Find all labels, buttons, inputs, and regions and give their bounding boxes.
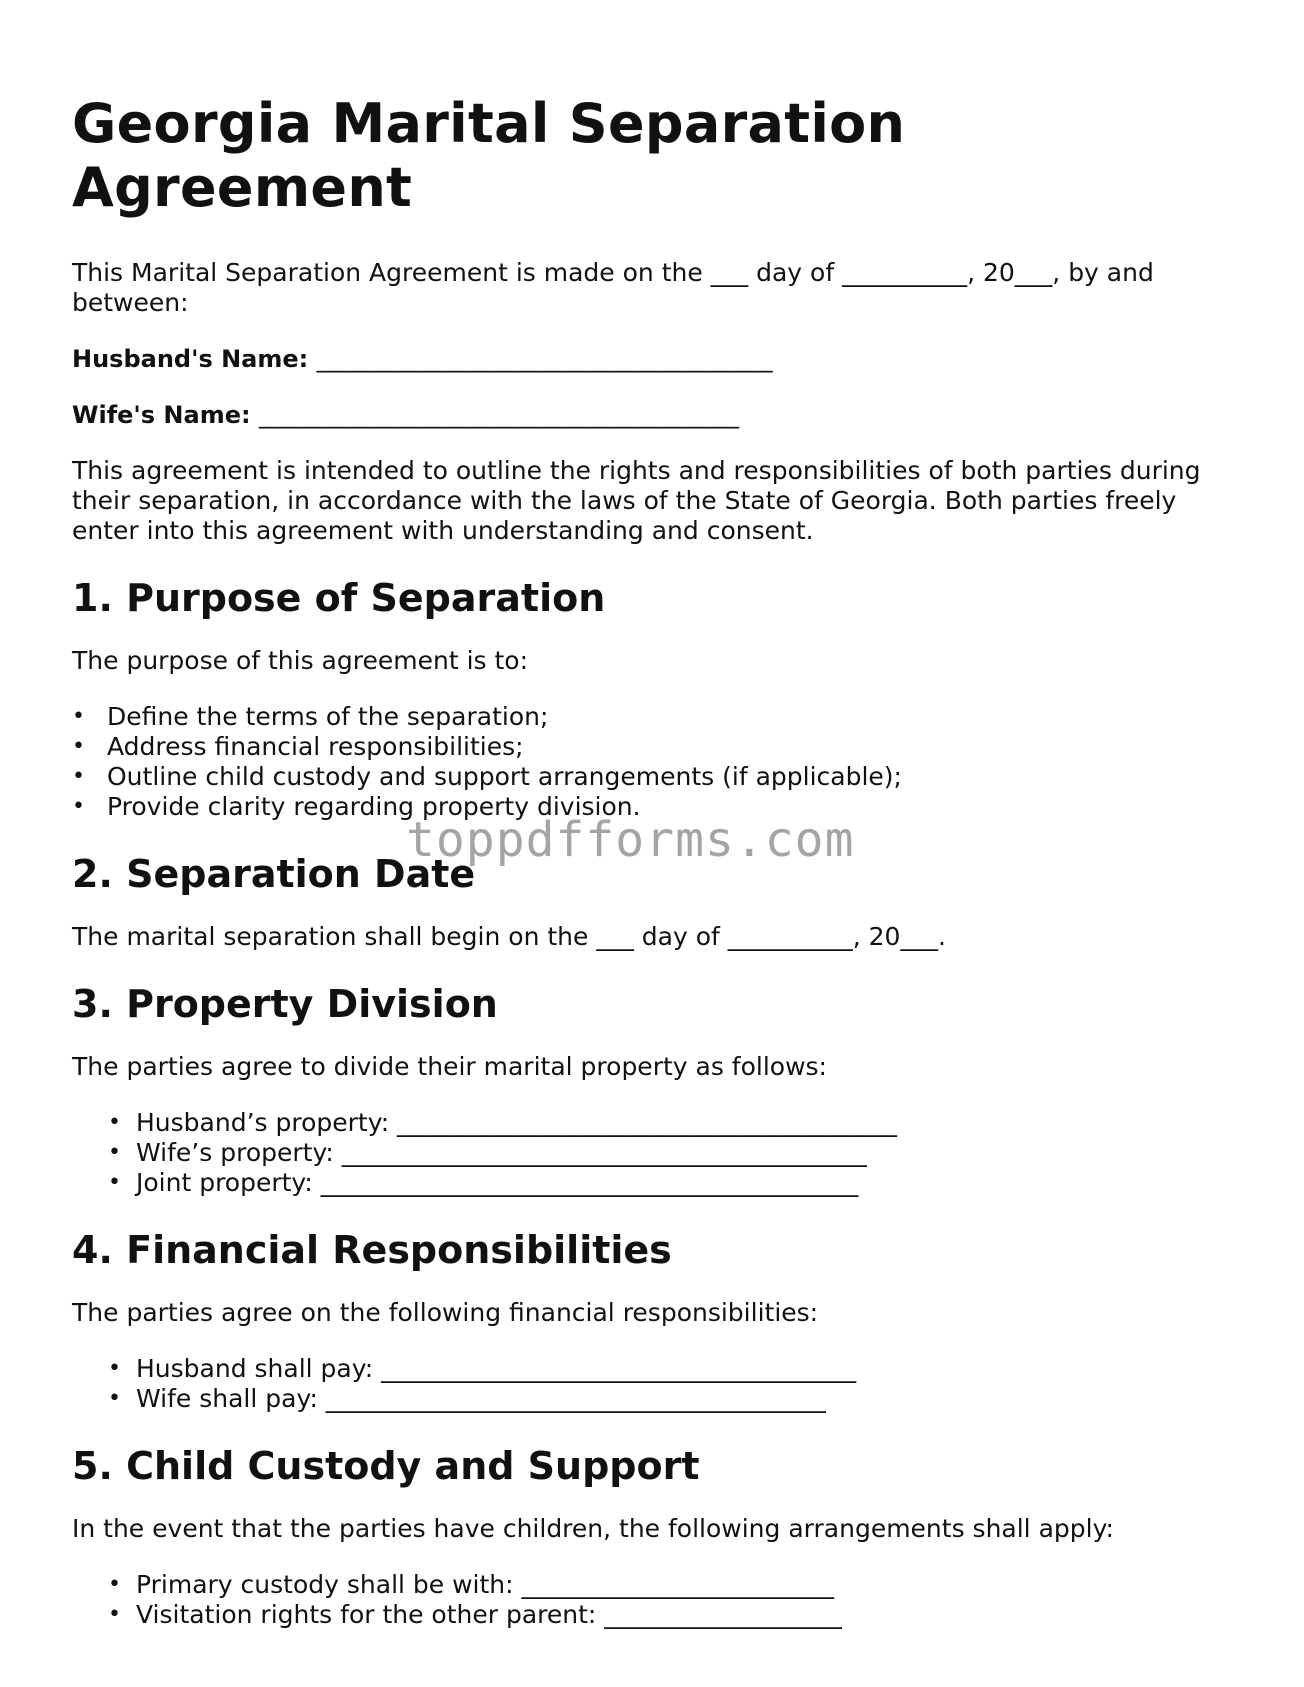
list-item: • Provide clarity regarding property division.	[72, 792, 641, 821]
list-item: • Define the terms of the separation;	[72, 702, 549, 731]
watermark-text: toppdfforms.com	[406, 812, 855, 868]
document-page	[72, 0, 1242, 1630]
agreement-paragraph: This agreement is intended to outline the rights and responsibilities of both parties during their separation, in accordance with the laws of the State of Georgia. Both parties freely enter into this agreement with understanding and consent.	[72, 456, 1201, 545]
section-heading-financial: 4. Financial Responsibilities	[72, 1228, 672, 1272]
section-lead-separation-date: The marital separation shall begin on the ___ day of __________, 20___.	[72, 922, 946, 951]
list-item: • Primary custody shall be with: _________________________	[108, 1570, 835, 1599]
list-item: • Husband’s property: ________________________________________	[108, 1108, 898, 1137]
bullet-icon: •	[108, 1572, 121, 1597]
list-item: • Joint property: ___________________________________________	[108, 1168, 859, 1197]
list-item: • Wife shall pay: ________________________________________	[108, 1384, 826, 1413]
bullet-icon: •	[72, 704, 85, 729]
financial-list	[72, 1354, 1242, 1414]
custody-list	[72, 1570, 1242, 1630]
bullet-icon: •	[108, 1386, 121, 1411]
bullet-icon: •	[108, 1110, 121, 1135]
bullet-icon: •	[108, 1602, 121, 1627]
purpose-list	[72, 702, 1242, 822]
section-lead-financial: The parties agree on the following financial responsibilities:	[72, 1298, 819, 1327]
wife-name-line	[72, 400, 1242, 430]
husband-name-blank: ______________________________________	[316, 345, 773, 373]
bullet-icon: •	[72, 764, 85, 789]
section-heading-purpose: 1. Purpose of Separation	[72, 576, 606, 620]
list-item: • Outline child custody and support arrangements (if applicable);	[72, 762, 902, 791]
bullet-icon: •	[72, 734, 85, 759]
list-item: • Address financial responsibilities;	[72, 732, 524, 761]
bullet-icon: •	[108, 1170, 121, 1195]
section-lead-child-custody: In the event that the parties have children, the following arrangements shall apply:	[72, 1514, 1114, 1543]
wife-name-blank: ________________________________________	[258, 401, 739, 429]
section-heading-property-division: 3. Property Division	[72, 982, 498, 1026]
section-heading-separation-date: 2. Separation Date	[72, 852, 476, 896]
list-item: • Husband shall pay: ______________________________________	[108, 1354, 857, 1383]
property-list	[72, 1108, 1242, 1198]
section-lead-property-division: The parties agree to divide their marital property as follows:	[72, 1052, 827, 1081]
list-item: • Wife’s property: __________________________________________	[108, 1138, 867, 1167]
list-item: • Visitation rights for the other parent: ___________________	[108, 1600, 842, 1629]
bullet-icon: •	[108, 1140, 121, 1165]
section-heading-child-custody: 5. Child Custody and Support	[72, 1444, 700, 1488]
document-title: Georgia Marital Separation Agreement	[72, 92, 906, 219]
husband-name-line	[72, 344, 1242, 374]
intro-paragraph: This Marital Separation Agreement is made on the ___ day of __________, 20___, by and between:	[72, 258, 1154, 317]
bullet-icon: •	[108, 1356, 121, 1381]
wife-name-label: Wife's Name:	[72, 401, 251, 429]
husband-name-label: Husband's Name:	[72, 345, 309, 373]
section-lead-purpose: The purpose of this agreement is to:	[72, 646, 529, 675]
bullet-icon: •	[72, 794, 85, 819]
